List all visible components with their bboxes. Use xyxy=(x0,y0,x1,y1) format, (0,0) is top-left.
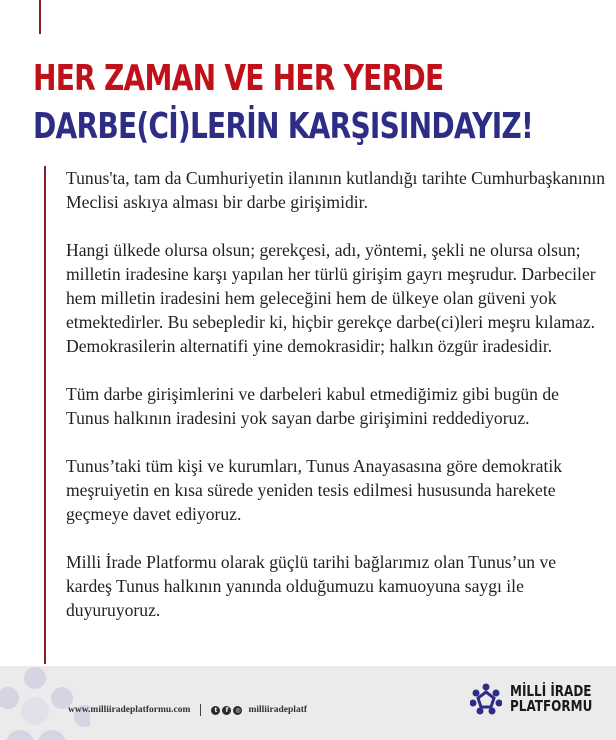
instagram-icon[interactable]: ◎ xyxy=(235,706,241,714)
brand-name-line1: MİLLİ İRADE xyxy=(510,682,592,700)
brand-logo-icon xyxy=(470,683,502,715)
facebook-icon[interactable]: f xyxy=(222,706,231,715)
divider xyxy=(200,704,201,716)
paragraph: Milli İrade Platformu olarak güçlü tarihi bağlarımız olan Tunus’un ve kardeş Tunus halkının yanında olduğumuzu kamuoyuna saygı ile duyuruyoruz. xyxy=(66,552,557,620)
statement-body xyxy=(66,166,606,646)
social-handle[interactable]: milliiradeplatf xyxy=(248,705,308,715)
footer-links xyxy=(68,704,307,716)
title-line-1: HER ZAMAN VE HER YERDE xyxy=(33,58,444,99)
logo-watermark-icon xyxy=(0,666,90,740)
body-accent-rule xyxy=(44,166,46,664)
footer xyxy=(0,666,616,740)
top-accent-rule xyxy=(39,0,41,34)
paragraph: Tunus'ta, tam da Cumhuriyetin ilanının kutlandığı tarihte Cumhurbaşkanının Meclisi askıya alması bir darbe girişimidir. xyxy=(66,168,606,212)
title-line-2: DARBE(Cİ)LERİN KARŞISINDAYIZ! xyxy=(33,106,534,147)
paragraph: Tüm darbe girişimlerini ve darbeleri kabul etmediğimiz gibi bugün de Tunus halkının iradesini yok sayan darbe girişimini reddediyoruz. xyxy=(66,384,559,428)
paragraph: Tunus’taki tüm kişi ve kurumları, Tunus Anayasasına göre demokratik meşruiyetin en kısa sürede yeniden tesis edilmesi hususunda harekete geçmeye davet ediyoruz. xyxy=(66,456,563,524)
twitter-icon[interactable]: t xyxy=(211,706,220,715)
social-icons xyxy=(211,706,242,715)
brand-logo xyxy=(470,683,613,715)
website-link[interactable]: www.milliiradeplatformu.com xyxy=(68,705,191,715)
brand-name-line2: PLATFORMU xyxy=(510,697,593,715)
paragraph: Hangi ülkede olursa olsun; gerekçesi, adı, yöntemi, şekli ne olursa olsun; milletin iradesine karşı yapılan her türlü girişim gayrı meşrudur. Darbeciler hem milletin iradesini hem geleceğini hem de ülkeye olan güveni yok etmektedirler. Bu sebepledir ki, hiçbir gerekçe darbe(ci)leri meşru kılamaz. Demokrasilerin alternatifi yine demokrasidir; halkın özgür iradesidir. xyxy=(66,240,596,356)
